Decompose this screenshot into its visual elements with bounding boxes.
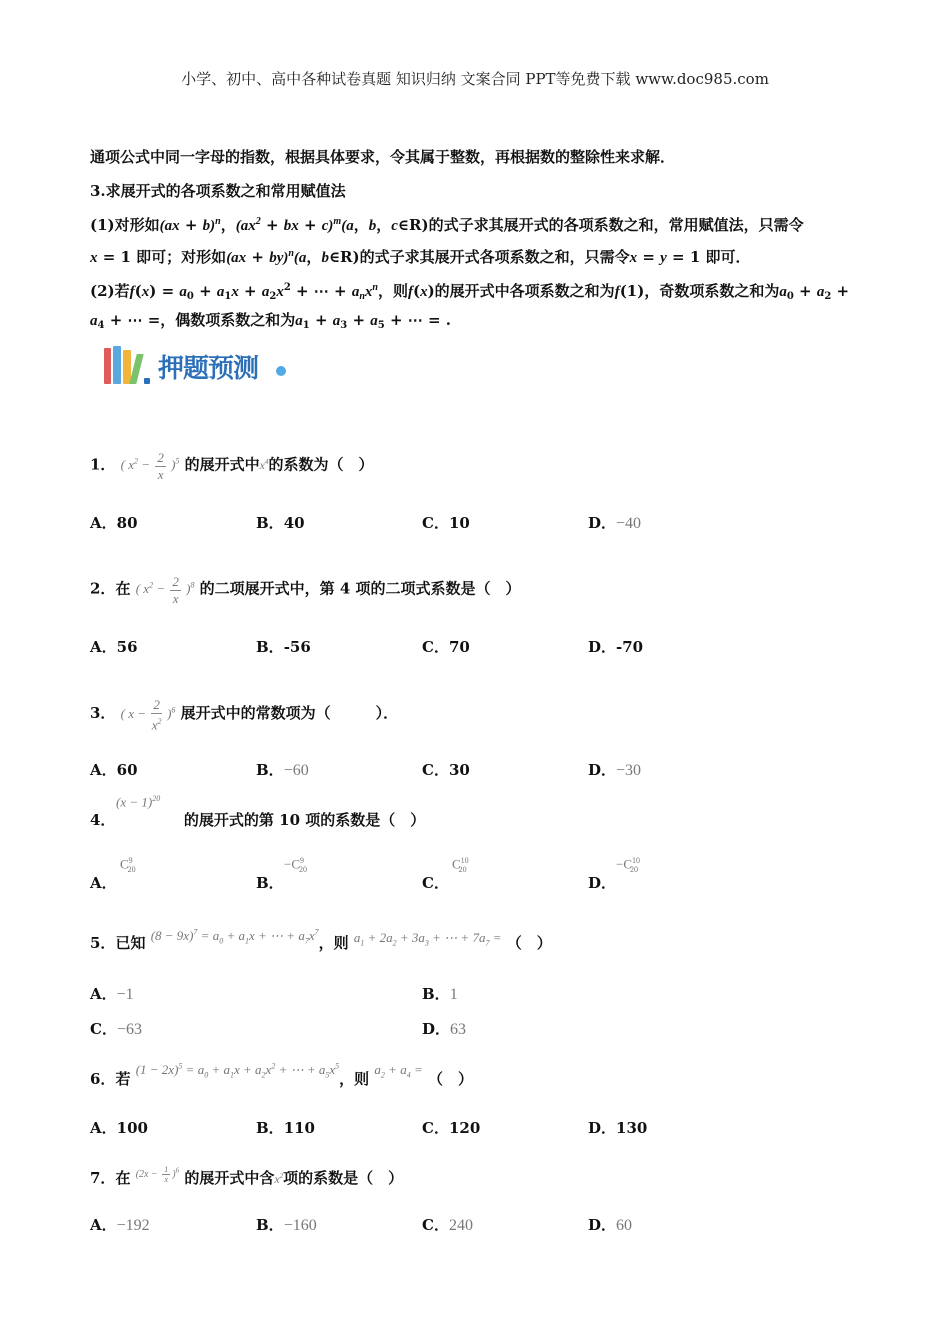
q5-option-b[interactable]: B．1 [422, 985, 458, 1003]
q2-expression: ( $x^2$ − $\frac{2}{x}$ )$^8$ [135, 574, 195, 606]
q7-option-d[interactable]: D．60 [588, 1216, 633, 1234]
p1-part-e: 即可． [705, 248, 751, 266]
q1-option-c[interactable]: C．10 [422, 514, 470, 532]
q5-option-c[interactable]: C．−63 [90, 1020, 142, 1038]
q3-text: 展开式中的常数项为（ ）． [180, 704, 399, 723]
q1-expression: ( $x^2$ − $\frac{2}{x}$ )$^5$ [120, 450, 180, 482]
q7-text: 的展开式中含 [184, 1169, 275, 1187]
q4-option-b-value: $-C^9_{20}$ [284, 856, 308, 874]
q6-number: 6． [90, 1070, 116, 1088]
q4-option-d[interactable]: D． [588, 874, 617, 892]
p1-part-a: (1)对形如 [90, 216, 160, 234]
q4-option-d-value: $-C^{10}_{20}$ [616, 856, 641, 874]
q5-expression: $(8 - 9x)^7 = a_0 + a_1x$ + ⋯ + $a_7x^7$ [150, 927, 319, 946]
q6-sum-expression: $a_2 + a_4$ = [374, 1062, 423, 1080]
p2-part-e: ，偶数项系数之和为 [160, 311, 296, 329]
q5-number: 5． [90, 934, 116, 952]
logo-text: 押题预测 [158, 354, 259, 384]
q2-text: 的二项展开式中，第 4 项的二项式系数是（ ） [199, 579, 521, 598]
q6-expression: $(1 - 2x)^5 = a_0 + a_1x + a_2x^2$ + ⋯ + $a_5x^5$ [135, 1061, 340, 1080]
q4-text: 的展开式的第 10 项的系数是（ ） [183, 811, 426, 829]
q4-expression: $(x - 1)^{20}$ [116, 794, 161, 810]
logo-dot [276, 366, 286, 376]
p2-part-b: ，则 [377, 282, 408, 300]
q4-option-a-value: $C^9_{20}$ [120, 856, 136, 874]
q4-option-c-value: $C^{10}_{20}$ [452, 856, 469, 874]
q3-option-a[interactable]: A．60 [90, 761, 138, 779]
q4-number: 4． [90, 811, 116, 829]
question-2: 2．在 ( $x^2$ − $\frac{2}{x}$ )$^8$ 的二项展开式中，第 4 项的二项式系数是（ ） [90, 574, 521, 606]
q6-option-c[interactable]: C．120 [422, 1119, 481, 1137]
p1-part-b: 的式子求其展开式的各项系数之和，常用赋值法，只需令 [428, 216, 804, 234]
q5-option-a[interactable]: A．−1 [90, 985, 134, 1003]
q5-sum-expression: $a_1 + 2a_2 + 3a_3$ + ⋯ + $7a_7$ = [353, 930, 502, 948]
intro-paragraph-1-line-2: x = 1 即可；对形如(ax + by)$^n$(a，b∈R)的式子求其展开式各项系数之和，只需令x = y = 1 即可． [90, 248, 751, 266]
intro-line-1: 通项公式中同一字母的指数，根据具体要求，令其属于整数，再根据数的整除性来求解． [90, 148, 676, 166]
q7-number: 7． [90, 1169, 116, 1187]
intro-paragraph-2-line-2: $a_4$ + ⋯ =，偶数项系数之和为$a_1 + a_3 + a_5$ + ⋯ = . [90, 311, 451, 331]
q5-option-d[interactable]: D．63 [422, 1020, 467, 1038]
q6-option-d[interactable]: D．130 [588, 1119, 648, 1137]
question-3 [90, 697, 398, 733]
q3-expression: ( x − $\frac{2}{x^2}$ )$^6$ [120, 697, 176, 733]
p2-part-a: (2)若 [90, 282, 130, 300]
q5-text: （ ） [506, 934, 552, 952]
q3-number: 3． [90, 704, 116, 723]
p1-part-d: 的式子求其展开式各项系数之和，只需令 [359, 248, 630, 266]
q1-number: 1． [90, 455, 116, 474]
intro-paragraph-2-line-1: (2)若$f(x) = a_0 + a_1x + a_2x^2$ + ⋯ + $a_nx^n$，则f(x)的展开式中各项系数之和为f(1)，奇数项系数之和为$a_0 + a_2$ + [90, 282, 850, 302]
q2-option-c[interactable]: C．70 [422, 638, 470, 656]
q6-option-a[interactable]: A．100 [90, 1119, 148, 1137]
q2-option-b[interactable]: B．-56 [256, 638, 311, 656]
q7-option-b[interactable]: B．−160 [256, 1216, 317, 1234]
q3-option-d[interactable]: D．−30 [588, 761, 642, 779]
q1-text-2: 的系数为（ ） [268, 455, 374, 474]
q7-option-c[interactable]: C．240 [422, 1216, 473, 1234]
p2-part-c: 的展开式中各项系数之和为 [434, 282, 615, 300]
q4-option-c[interactable]: C． [422, 874, 449, 892]
q2-option-d[interactable]: D．-70 [588, 638, 644, 656]
q6-option-b[interactable]: B．110 [256, 1119, 315, 1137]
page-header: 小学、初中、高中各种试卷真题 知识归纳 文案合同 PPT等免费下载 www.doc985.com [181, 70, 769, 88]
p1-part-c: 即可；对形如 [136, 248, 227, 266]
question-1: 1． ( $x^2$ − $\frac{2}{x}$ )$^5$ 的展开式中$x^4$的系数为（ ） [90, 450, 374, 482]
q1-option-a[interactable]: A．80 [90, 514, 138, 532]
q2-number: 2． [90, 579, 116, 598]
q1-option-b[interactable]: B．40 [256, 514, 305, 532]
question-6: 6．若 $(1 - 2x)^5 = a_0 + a_1x + a_2x^2$ + ⋯ + $a_5x^5$，则 $a_2 + a_4$ = （ ） [90, 1061, 473, 1088]
q1-text: 的展开式中 [184, 455, 260, 474]
question-7: 7．在 $^{(2x - \frac{1}{x} )^6}$ 的展开式中含$x^2$项的系数是（ ） [90, 1165, 404, 1187]
q7-text-2: 项的系数是（ ） [283, 1169, 404, 1187]
q3-option-c[interactable]: C．30 [422, 761, 470, 779]
intro-paragraph-1-line-1: (1)对形如(ax + b)$^n$，($ax^2$ + bx + c)$^m$(a，b，c∈R)的式子求其展开式的各项系数之和，常用赋值法，只需令 [90, 216, 804, 234]
q7-option-a[interactable]: A．−192 [90, 1216, 150, 1234]
p2-part-d: ，奇数项系数之和为 [644, 282, 780, 300]
q7-expression: (2x − 1 x )6 [135, 1165, 180, 1185]
section-heading: 3.求展开式的各项系数之和常用赋值法 [90, 182, 346, 200]
q3-option-b[interactable]: B．−60 [256, 761, 309, 779]
q4-option-a[interactable]: A． [90, 874, 117, 892]
question-4 [90, 809, 425, 830]
q6-text: （ ） [427, 1070, 473, 1088]
section-logo [100, 344, 290, 390]
q2-option-a[interactable]: A．56 [90, 638, 138, 656]
q1-option-d[interactable]: D．−40 [588, 514, 642, 532]
question-5: 5．已知 $(8 - 9x)^7 = a_0 + a_1x$ + ⋯ + $a_7x^7$，则 $a_1 + 2a_2 + 3a_3$ + ⋯ + $7a_7$ = （ ） [90, 927, 552, 952]
q4-option-b[interactable]: B． [256, 874, 284, 892]
